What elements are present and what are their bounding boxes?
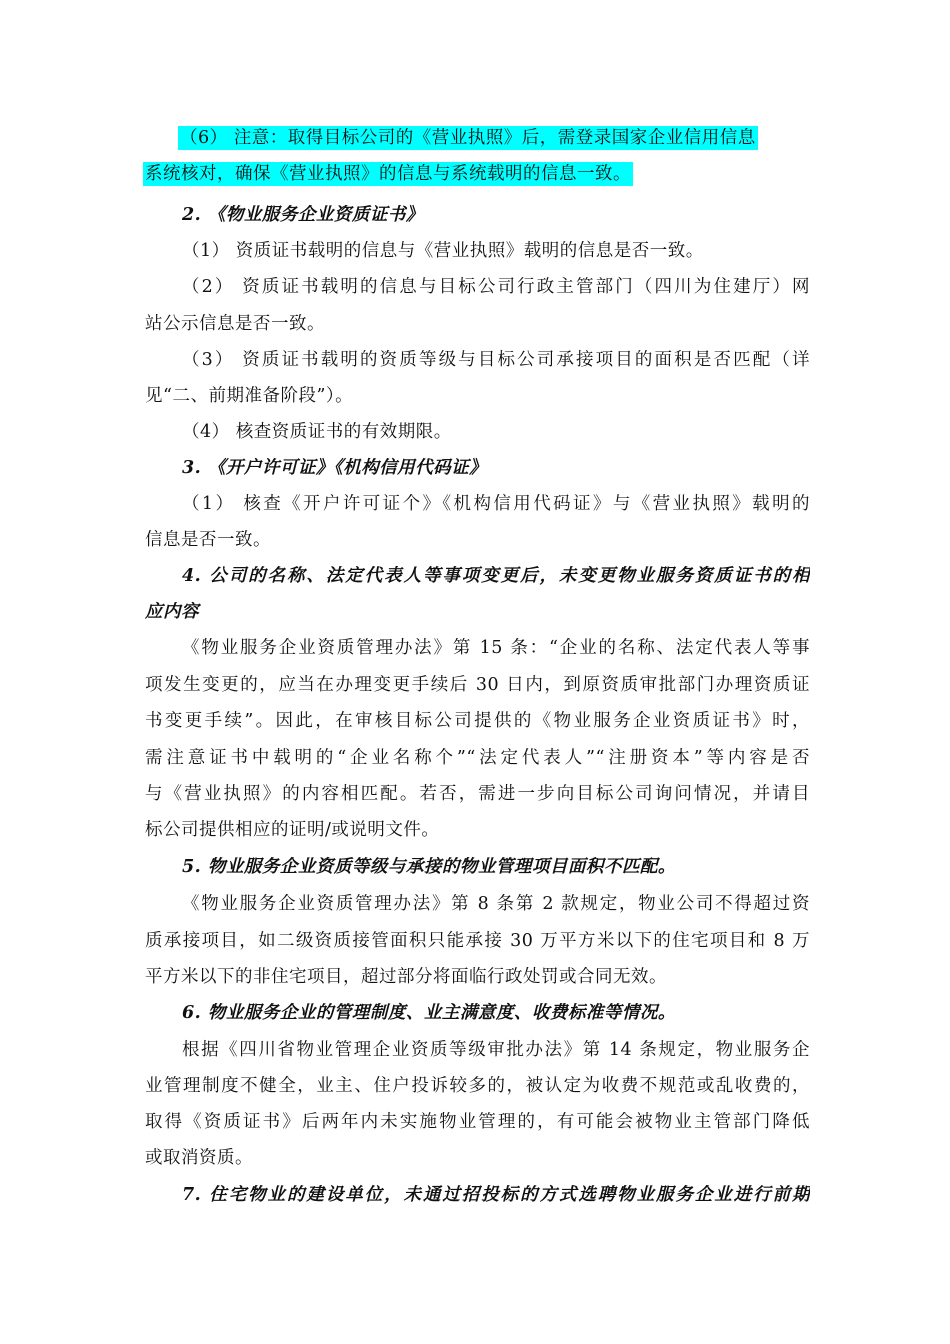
paragraph-line: （4） 核查资质证书的有效期限。 xyxy=(182,422,452,442)
paragraph-line: 业管理制度不健全，业主、住户投诉较多的，被认定为收费不规范或乱收费的， xyxy=(145,1076,810,1096)
paragraph-line: 与《营业执照》的内容相匹配。若否，需进一步向目标公司询问情况，并请目 xyxy=(145,784,810,804)
paragraph-line: （1） 资质证书载明的信息与《营业执照》载明的信息是否一致。 xyxy=(182,241,704,261)
paragraph-line: 需注意证书中载明的“企业名称个”“法定代表人”“注册资本”等内容是否 xyxy=(145,748,810,768)
paragraph-line: 取得《资质证书》后两年内未实施物业管理的，有可能会被物业主管部门降低 xyxy=(145,1112,810,1132)
paragraph-line: 见“二、前期准备阶段”）。 xyxy=(145,386,354,406)
section-heading-5: 5. 物业服务企业资质等级与承接的物业管理项目面积不匹配。 xyxy=(182,857,676,877)
paragraph-line: 书变更手续”。因此，在审核目标公司提供的《物业服务企业资质证书》时， xyxy=(145,711,810,731)
paragraph-line: 平方米以下的非住宅项目，超过部分将面临行政处罚或合同无效。 xyxy=(145,967,667,987)
paragraph-line: 或取消资质。 xyxy=(145,1148,253,1168)
paragraph-line: 根据《四川省物业管理企业资质等级审批办法》第 14 条规定，物业服务企 xyxy=(182,1040,810,1060)
section-heading-2: 2. 《物业服务企业资质证书》 xyxy=(182,205,424,225)
section-heading-3: 3. 《开户许可证》《机构信用代码证》 xyxy=(182,458,488,478)
paragraph-line: 项发生变更的，应当在办理变更手续后 30 日内，到原资质审批部门办理资质证 xyxy=(145,675,810,695)
paragraph-line: 信息是否一致。 xyxy=(145,530,271,550)
section-heading-6: 6. 物业服务企业的管理制度、业主满意度、收费标准等情况。 xyxy=(182,1003,676,1023)
highlighted-line xyxy=(143,162,808,186)
section-heading-4: 4. 公司的名称、法定代表人等事项变更后，未变更物业服务资质证书的相 xyxy=(182,566,810,586)
paragraph-line: 《物业服务企业资质管理办法》第 8 条第 2 款规定，物业公司不得超过资 xyxy=(182,894,810,914)
section-heading-4-cont: 应内容 xyxy=(145,602,199,622)
section-heading-7: 7. 住宅物业的建设单位，未通过招投标的方式选聘物业服务企业进行前期 xyxy=(182,1185,810,1205)
paragraph-line: 标公司提供相应的证明/或说明文件。 xyxy=(145,820,440,840)
paragraph-line: （2） 资质证书载明的信息与目标公司行政主管部门（四川为住建厅）网 xyxy=(182,277,810,297)
paragraph-line: （1） 核查《开户许可证个》《机构信用代码证》与《营业执照》载明的 xyxy=(182,494,810,514)
paragraph-line: （3） 资质证书载明的资质等级与目标公司承接项目的面积是否匹配（详 xyxy=(182,350,810,370)
highlight-span: （6） 注意：取得目标公司的《营业执照》后，需登录国家企业信用信息 xyxy=(180,128,756,148)
highlight-span: 系统核对，确保《营业执照》的信息与系统载明的信息一致。 xyxy=(145,164,631,184)
highlighted-line xyxy=(178,126,843,150)
paragraph-line: 站公示信息是否一致。 xyxy=(145,314,325,334)
paragraph-line: 《物业服务企业资质管理办法》第 15 条：“企业的名称、法定代表人等事 xyxy=(182,638,810,658)
paragraph-line: 质承接项目，如二级资质接管面积只能承接 30 万平方米以下的住宅项目和 8 万 xyxy=(145,931,810,951)
